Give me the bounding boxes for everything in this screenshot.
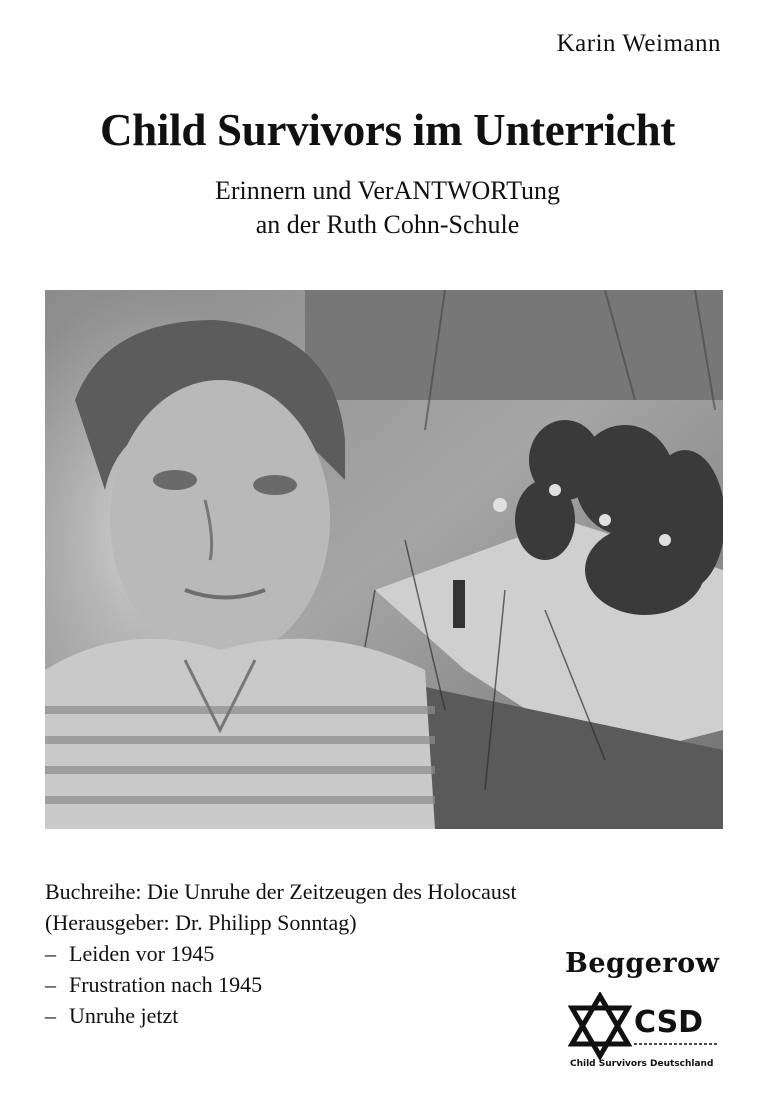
dash: – [45, 1003, 56, 1028]
subtitle-line-1: Erinnern und VerANTWORTung [214, 176, 561, 205]
series-title: Buchreihe: Die Unruhe der Zeitzeugen des Holocaust [45, 879, 517, 904]
series-editor: (Herausgeber: Dr. Philipp Sonntag) [45, 910, 357, 935]
logo-abbrev: CSD [634, 1005, 704, 1040]
cover-photo-collage [45, 290, 723, 829]
subtitle-line-2: an der Ruth Cohn-Schule [255, 210, 520, 239]
series-item: – Frustration nach 1945 [45, 969, 517, 1000]
book-series-info [45, 876, 517, 1031]
author-name: Karin Weimann [556, 30, 721, 57]
dash: – [45, 941, 56, 966]
series-item: – Leiden vor 1945 [45, 938, 517, 969]
csd-logo [568, 992, 724, 1070]
dash: – [45, 972, 56, 997]
publisher-logo: Beggerow [565, 948, 720, 979]
logo-caption: Child Survivors Deutschland [570, 1059, 714, 1069]
book-title: Child Survivors im Unterricht [99, 105, 676, 155]
series-item: – Unruhe jetzt [45, 1000, 517, 1031]
star-of-david-icon [572, 996, 628, 1056]
